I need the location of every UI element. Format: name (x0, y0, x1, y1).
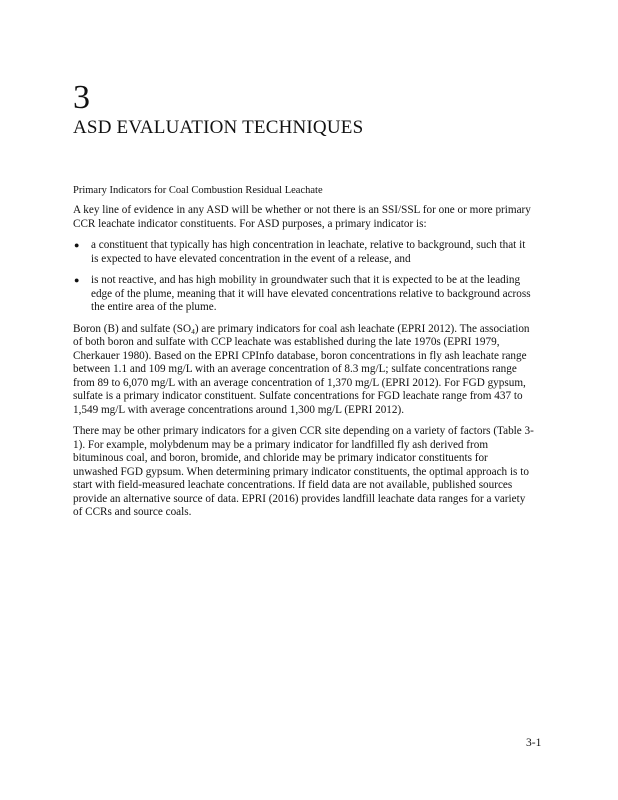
section-heading: Primary Indicators for Coal Combustion Residual Leachate (73, 185, 323, 196)
page-number: 3-1 (526, 737, 542, 749)
subscript: 4 (191, 326, 195, 336)
bullet-icon: ● (74, 240, 80, 250)
bullet-icon: ● (74, 275, 80, 285)
list-item (73, 274, 535, 315)
paragraph-text: Boron (B) and sulfate (SO (73, 322, 192, 335)
primary-indicator-criteria-list (73, 239, 535, 315)
chapter-number: 3 (73, 79, 90, 116)
boron-sulfate-paragraph (73, 323, 535, 418)
intro-paragraph: A key line of evidence in any ASD will be whether or not there is an SSI/SSL for one or more primary CCR leachate indicator constituents. For ASD purposes, a primary indicator is: (73, 204, 531, 230)
section-content (73, 184, 535, 528)
chapter-title: ASD EVALUATION TECHNIQUES (73, 117, 364, 138)
list-item-text: is not reactive, and has high mobility in groundwater such that it is expected to be at the leading edge of the plume, meaning that it will have elevated concentrations relative to background across the entire area of the plume. (91, 274, 531, 313)
list-item (73, 239, 535, 266)
paragraph-text: ) are primary indicators for coal ash leachate (EPRI 2012). The association of both boron and sulfate with CCP leachate was established during the late 1970s (EPRI 1979, Cherkauer 1980). Based on the EPRI CPInfo database, boron concentrations in fly ash leachate range between 1.1 and 109 mg/L with an average concentration of 8.3 mg/L; sulfate concentrations range from 89 to 6,070 mg/L with an average concentration of 1,370 mg/L (EPRI 2012). For FGD gypsum, sulfate is a primary indicator constituent. Sulfate concentrations for FGD leachate range from 437 to 1,549 mg/L with average concentrations around 1,300 mg/L (EPRI 2012). (73, 322, 530, 416)
list-item-text: a constituent that typically has high concentration in leachate, relative to background, such that it is expected to have elevated concentration in the event of a release, and (91, 239, 526, 265)
other-indicators-paragraph: There may be other primary indicators for a given CCR site depending on a variety of factors (Table 3-1). For example, molybdenum may be a primary indicator for landfilled fly ash derived from bituminous coal, and boron, bromide, and chloride may be primary indicator constituents for unwashed FGD gypsum. When determining primary indicator constituents, the optimal approach is to start with field-measured leachate concentrations. If field data are not available, published sources provide an alternative source of data. EPRI (2016) provides landfill leachate data ranges for a variety of CCRs and source coals. (73, 425, 534, 518)
